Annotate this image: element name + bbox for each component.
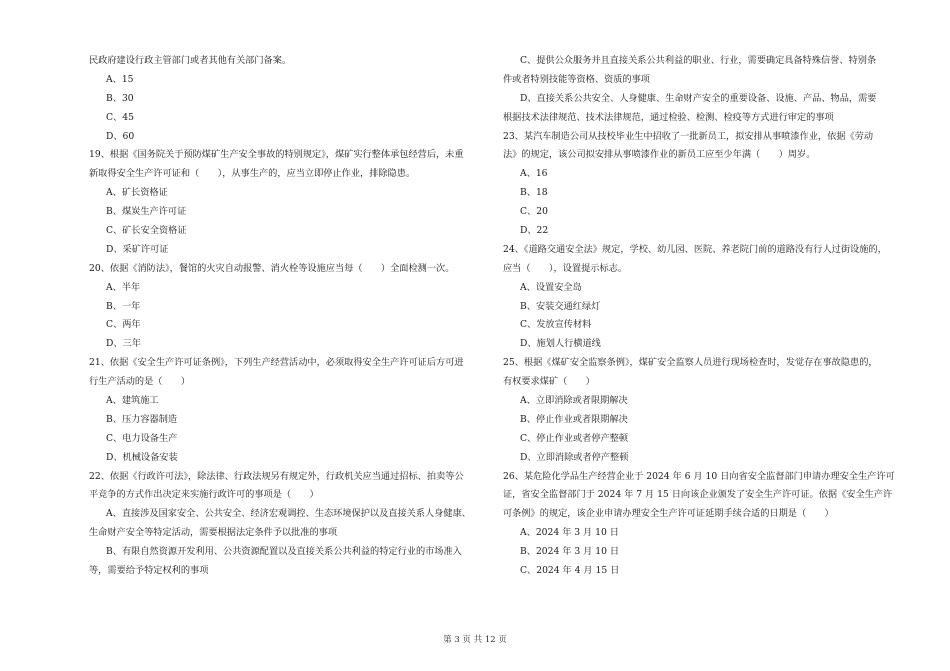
- question-line: 23、某汽车制造公司从技校毕业生中招收了一批新员工，拟安排从事喷漆作业，依据《劳动: [503, 130, 874, 142]
- answer-option: B、一年: [106, 300, 141, 312]
- answer-option: A、16: [520, 168, 548, 180]
- answer-option: B、有限自然资源开发利用、公共资源配置以及直接关系公共利益的特定行业的市场准入: [106, 546, 462, 558]
- text-line: 法》的规定，该公司拟安排从事喷漆作业的新员工应至少年满（ ）周岁。: [503, 149, 816, 161]
- text-line: 平竞争的方式作出决定来实施行政许可的事项是（ ）: [89, 489, 319, 501]
- answer-option: A、矿长资格证: [106, 187, 168, 199]
- answer-option: B、停止作业或者限期解决: [520, 413, 628, 425]
- question-line: 20、依据《消防法》，餐馆的火灾自动报警、消火栓等设施应当每（ ）全面检测一次。: [89, 262, 455, 274]
- answer-option: D、机械设备安装: [106, 451, 178, 463]
- answer-option: C、电力设备生产: [106, 432, 178, 444]
- question-line: 19、根据《国务院关于预防煤矿生产安全事故的特别规定》，煤矿实行整体承包经营后，未重: [89, 149, 464, 161]
- answer-option: D、立即消除或者停产整顿: [520, 451, 629, 463]
- answer-option: A、2024 年 3 月 10 日: [520, 527, 619, 539]
- answer-option: B、2024 年 3 月 10 日: [520, 546, 620, 558]
- answer-option: A、半年: [106, 281, 141, 293]
- answer-option: A、建筑施工: [106, 395, 159, 407]
- text-line: 可条例》的规定，该企业申请办理安全生产许可证延期手续合适的日期是（ ）: [503, 508, 834, 520]
- answer-option: D、直接关系公共安全、人身健康、生命财产安全的重要设备、设施、产品、物品，需要: [520, 92, 877, 104]
- answer-option: D、三年: [106, 338, 141, 350]
- text-line: 件或者特别技能等资格、资质的事项: [503, 73, 650, 85]
- text-line: 应当（ ），设置提示标志。: [503, 262, 628, 274]
- text-line: 根据技术法律规范、技术法律规范，通过检验、检测、检疫等方式进行审定的事项: [503, 111, 834, 123]
- answer-option: D、采矿许可证: [106, 243, 169, 255]
- left-column: [89, 52, 489, 581]
- answer-option: C、停止作业或者停产整顿: [520, 432, 629, 444]
- answer-option: C、两年: [106, 319, 141, 331]
- answer-option: A、15: [106, 73, 134, 85]
- answer-option: D、22: [520, 225, 549, 237]
- text-line: 新取得安全生产许可证和（ ），从事生产的，应当立即停止作业，排除隐患。: [89, 168, 416, 180]
- answer-option: D、60: [106, 130, 135, 142]
- text-line: 行生产活动的是（ ）: [89, 376, 191, 388]
- question-line: 26、某危险化学品生产经营企业于 2024 年 6 月 10 日向省安全监督部门申请办理安全生产许可: [503, 470, 895, 482]
- answer-option: B、18: [520, 187, 548, 199]
- answer-option: C、提供公众服务并且直接关系公共利益的职业、行业，需要确定具备特殊信誉、特别条: [520, 55, 877, 66]
- answer-option: B、压力容器制造: [106, 413, 178, 425]
- question-line: 25、根据《煤矿安全监察条例》，煤矿安全监察人员进行现场检查时，发觉存在事故隐患的，: [503, 357, 878, 369]
- answer-option: A、立即消除或者限期解决: [520, 395, 628, 407]
- answer-option: D、施划人行横道线: [520, 338, 601, 350]
- answer-option: C、2024 年 4 月 15 日: [520, 565, 620, 577]
- question-line: 24、《道路交通安全法》规定，学校、幼儿园、医院、养老院门前的道路没有行人过街设施的，: [503, 243, 887, 255]
- answer-option: C、45: [106, 111, 134, 123]
- text-line: 有权要求煤矿（ ）: [503, 376, 595, 388]
- text-line: 证，省安全监督部门于 2024 年 7 月 15 日向该企业颁发了安全生产许可证。依据《安全生产许: [503, 489, 893, 501]
- answer-option: B、30: [106, 92, 134, 104]
- answer-option: C、矿长安全资格证: [106, 225, 187, 237]
- question-line: 21、依据《安全生产许可证条例》，下列生产经营活动中，必须取得安全生产许可证后方可进: [89, 357, 464, 369]
- answer-option: B、安装交通红绿灯: [520, 300, 601, 312]
- text-line: 等，需要给予特定权利的事项: [89, 565, 209, 577]
- answer-option: A、设置安全岛: [520, 281, 582, 293]
- text-line: 生命财产安全等特定活动，需要根据法定条件予以批准的事项: [89, 527, 338, 539]
- right-column: [503, 52, 903, 581]
- question-line: 22、依据《行政许可法》，除法律、行政法规另有规定外，行政机关应当通过招标、拍卖等公: [89, 470, 464, 482]
- text-line: 民政府建设行政主管部门或者其他有关部门备案。: [89, 55, 292, 66]
- answer-option: A、直接涉及国家安全、公共安全、经济宏观调控、生态环境保护以及直接关系人身健康、: [106, 508, 471, 520]
- answer-option: C、20: [520, 206, 548, 218]
- answer-option: C、发放宣传材料: [520, 319, 592, 331]
- answer-option: B、煤炭生产许可证: [106, 206, 187, 218]
- page-footer: 第 3 页 共 12 页: [443, 635, 507, 645]
